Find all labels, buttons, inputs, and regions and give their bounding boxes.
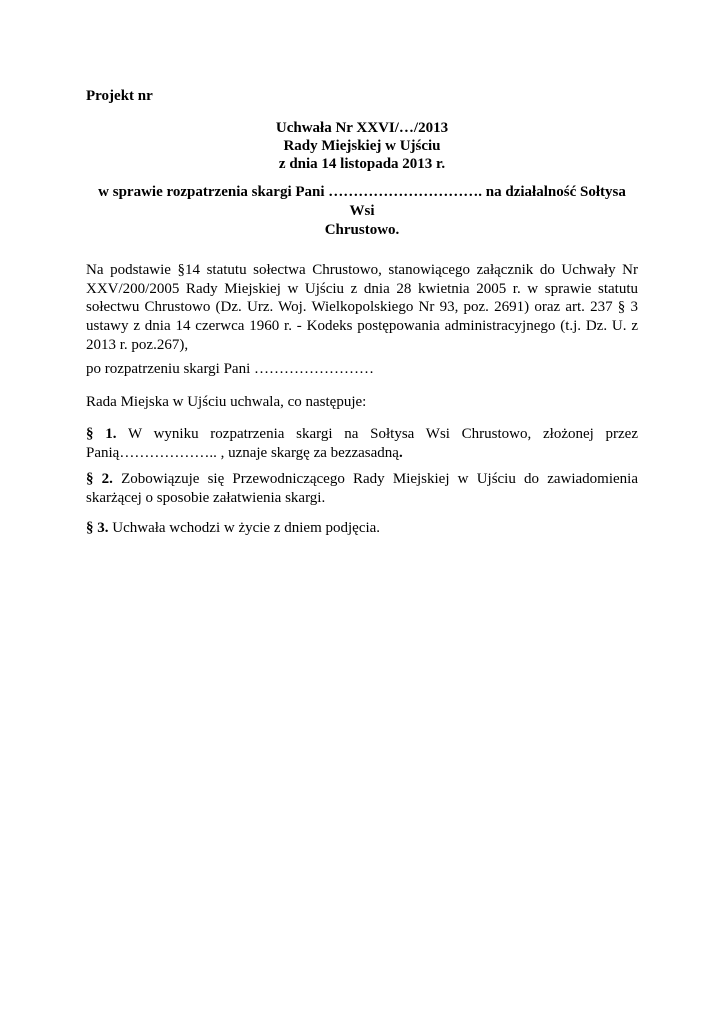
after-review-paragraph: po rozpatrzeniu skargi Pani …………………… [86, 361, 375, 377]
legal-basis-paragraph: Na podstawie §14 statutu sołectwa Chrustowo, stanowiącego załącznik do Uchwały Nr XXV/200/2005 Rady Miejskiej w Ujściu z dnia 28 kwietnia 2005 r. w sprawie statutu sołectwu Chrustowo (Dz. Urz. Woj. Wielkopolskiego Nr 93, poz. 2691) oraz art. 237 § 3 ustawy z dnia 14 czerwca 1960 r. - Kodeks postępowania administracyjnego (t.j. Dz. U. z 2013 r. poz.267), [86, 262, 638, 353]
section-2-text: Zobowiązuje się Przewodniczącego Rady Miejskiej w Ujściu do zawiadomienia skarżącej o sposobie załatwienia skargi. [86, 471, 638, 506]
subject-line-2: Chrustowo. [324, 222, 400, 238]
council-resolves-paragraph: Rada Miejska w Ujściu uchwala, co następuje: [86, 394, 367, 410]
section-3-paragraph [86, 519, 638, 538]
section-1-text: W wyniku rozpatrzenia skargi na Sołtysa Wsi Chrustowo, złożonej przez Panią……………….. , uznaje skargę za bezzasadną [86, 426, 638, 461]
section-1-number: § 1. [86, 426, 117, 442]
resolution-subject [86, 183, 638, 240]
section-2-paragraph [86, 470, 638, 507]
section-3-text: Uchwała wchodzi w życie z dniem podjęcia. [112, 520, 381, 536]
section-2-number: § 2. [86, 471, 113, 487]
subject-line-1: w sprawie rozpatrzenia skargi Pani …………………………. na działalność Sołtysa Wsi [98, 184, 626, 219]
resolution-date: z dnia 14 listopada 2013 r. [278, 156, 446, 172]
section-1-end-mark: . [398, 444, 403, 461]
resolution-heading [86, 119, 638, 173]
section-1-paragraph [86, 425, 638, 462]
council-name: Rady Miejskiej w Ujściu [283, 138, 441, 154]
resolution-number: Uchwała Nr XXVI/…/2013 [275, 120, 449, 136]
project-label: Projekt nr [86, 88, 153, 104]
section-3-number: § 3. [86, 520, 109, 536]
